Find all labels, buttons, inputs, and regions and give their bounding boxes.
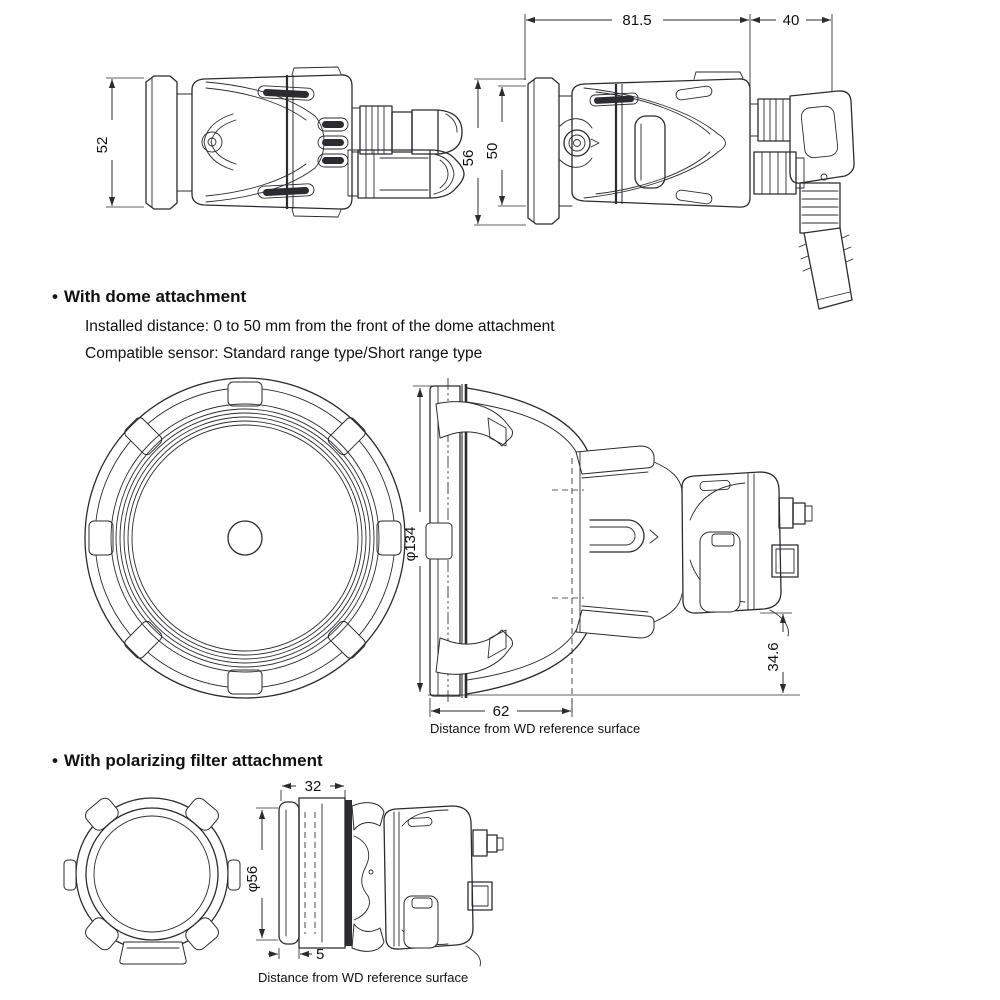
dome-front-view bbox=[85, 378, 405, 698]
dome-compatible-sensor: Compatible sensor: Standard range type/Short range type bbox=[85, 345, 483, 362]
dim-56: 56 bbox=[460, 149, 477, 167]
filter-side-view bbox=[244, 778, 503, 985]
dim-81-5: 81.5 bbox=[622, 12, 652, 29]
filter-front-view bbox=[64, 795, 240, 964]
dome-heading: With dome attachment bbox=[64, 287, 247, 306]
dome-side-view bbox=[402, 378, 812, 736]
dim-40: 40 bbox=[782, 12, 800, 29]
dim-50: 50 bbox=[484, 142, 501, 160]
dim-62: 62 bbox=[492, 703, 510, 720]
dim-34-6: 34.6 bbox=[765, 642, 782, 672]
dome-attachment-section-text bbox=[52, 287, 555, 362]
sensor-top-view bbox=[94, 67, 464, 217]
dome-heading-bullet: • bbox=[52, 287, 58, 306]
filter-heading-bullet: • bbox=[52, 751, 58, 770]
dome-installed-distance: Installed distance: 0 to 50 mm from the front of the dome attachment bbox=[85, 318, 555, 335]
filter-wd-caption: Distance from WD reference surface bbox=[258, 970, 469, 985]
sensor-side-view bbox=[460, 12, 854, 309]
polarizing-filter-section-text bbox=[52, 751, 323, 770]
dim-5: 5 bbox=[316, 946, 325, 963]
dome-center-hole bbox=[228, 521, 262, 555]
dim-52: 52 bbox=[94, 136, 111, 154]
dim-phi-56: φ56 bbox=[244, 865, 261, 893]
filter-heading: With polarizing filter attachment bbox=[64, 751, 323, 770]
dome-wd-caption: Distance from WD reference surface bbox=[430, 721, 641, 736]
dim-32: 32 bbox=[304, 778, 322, 795]
dim-phi-134: φ134 bbox=[402, 526, 419, 562]
